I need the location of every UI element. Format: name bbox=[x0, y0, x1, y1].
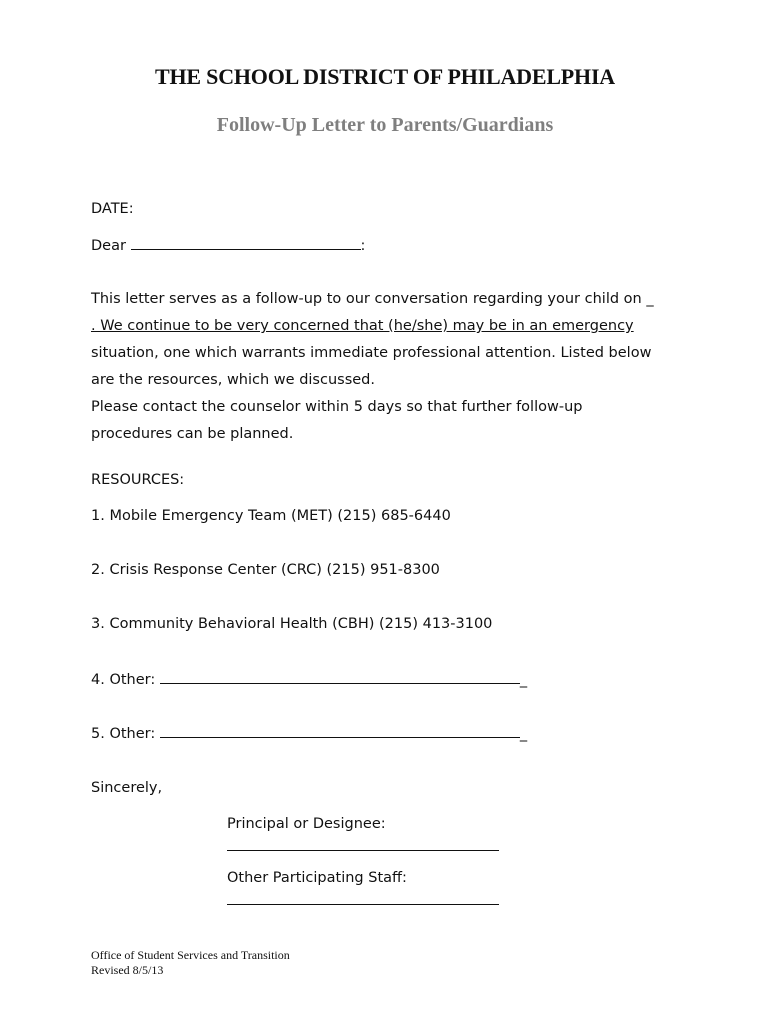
resource-item-5 bbox=[91, 723, 527, 744]
other-tail-5: _ bbox=[519, 726, 528, 742]
body-line-2-text: . We continue to be very concerned that (he/she) may be in an emergency bbox=[91, 318, 634, 334]
principal-signature-line[interactable] bbox=[227, 850, 499, 851]
salutation-line bbox=[91, 235, 365, 256]
salutation-colon: : bbox=[360, 238, 366, 254]
body-line-5: Please contact the counselor within 5 days so that further follow-up bbox=[91, 399, 583, 415]
resource-item-1: 1. Mobile Emergency Team (MET) (215) 685-6440 bbox=[91, 508, 451, 524]
resource-item-4 bbox=[91, 669, 527, 690]
other-tail-4: _ bbox=[519, 672, 528, 688]
body-line-1: This letter serves as a follow-up to our conversation regarding your child on _ bbox=[91, 291, 654, 307]
footer-office: Office of Student Services and Transition bbox=[91, 948, 290, 962]
resources-label: RESOURCES: bbox=[91, 472, 185, 488]
principal-signature-label: Principal or Designee: bbox=[227, 816, 386, 832]
body-line-6: procedures can be planned. bbox=[91, 426, 294, 442]
date-label: DATE: bbox=[91, 201, 134, 217]
staff-signature-line[interactable] bbox=[227, 904, 499, 905]
resource-item-3: 3. Community Behavioral Health (CBH) (215) 413-3100 bbox=[91, 616, 493, 632]
body-line-2 bbox=[91, 316, 634, 336]
document-subtitle: Follow-Up Letter to Parents/Guardians bbox=[216, 114, 554, 136]
closing: Sincerely, bbox=[91, 780, 163, 796]
document-title: THE SCHOOL DISTRICT OF PHILADELPHIA bbox=[155, 64, 615, 89]
body-line-3: situation, one which warrants immediate professional attention. Listed below bbox=[91, 345, 652, 361]
other-blank-5[interactable] bbox=[160, 723, 520, 738]
footer-revised: Revised 8/5/13 bbox=[91, 963, 164, 977]
salutation-text: Dear bbox=[91, 238, 126, 254]
recipient-name-blank[interactable] bbox=[131, 235, 361, 250]
resource-item-2: 2. Crisis Response Center (CRC) (215) 951-8300 bbox=[91, 562, 440, 578]
other-label-4: 4. Other: bbox=[91, 672, 156, 688]
other-blank-4[interactable] bbox=[160, 669, 520, 684]
staff-signature-label: Other Participating Staff: bbox=[227, 870, 407, 886]
other-label-5: 5. Other: bbox=[91, 726, 156, 742]
body-line-4: are the resources, which we discussed. bbox=[91, 372, 375, 388]
